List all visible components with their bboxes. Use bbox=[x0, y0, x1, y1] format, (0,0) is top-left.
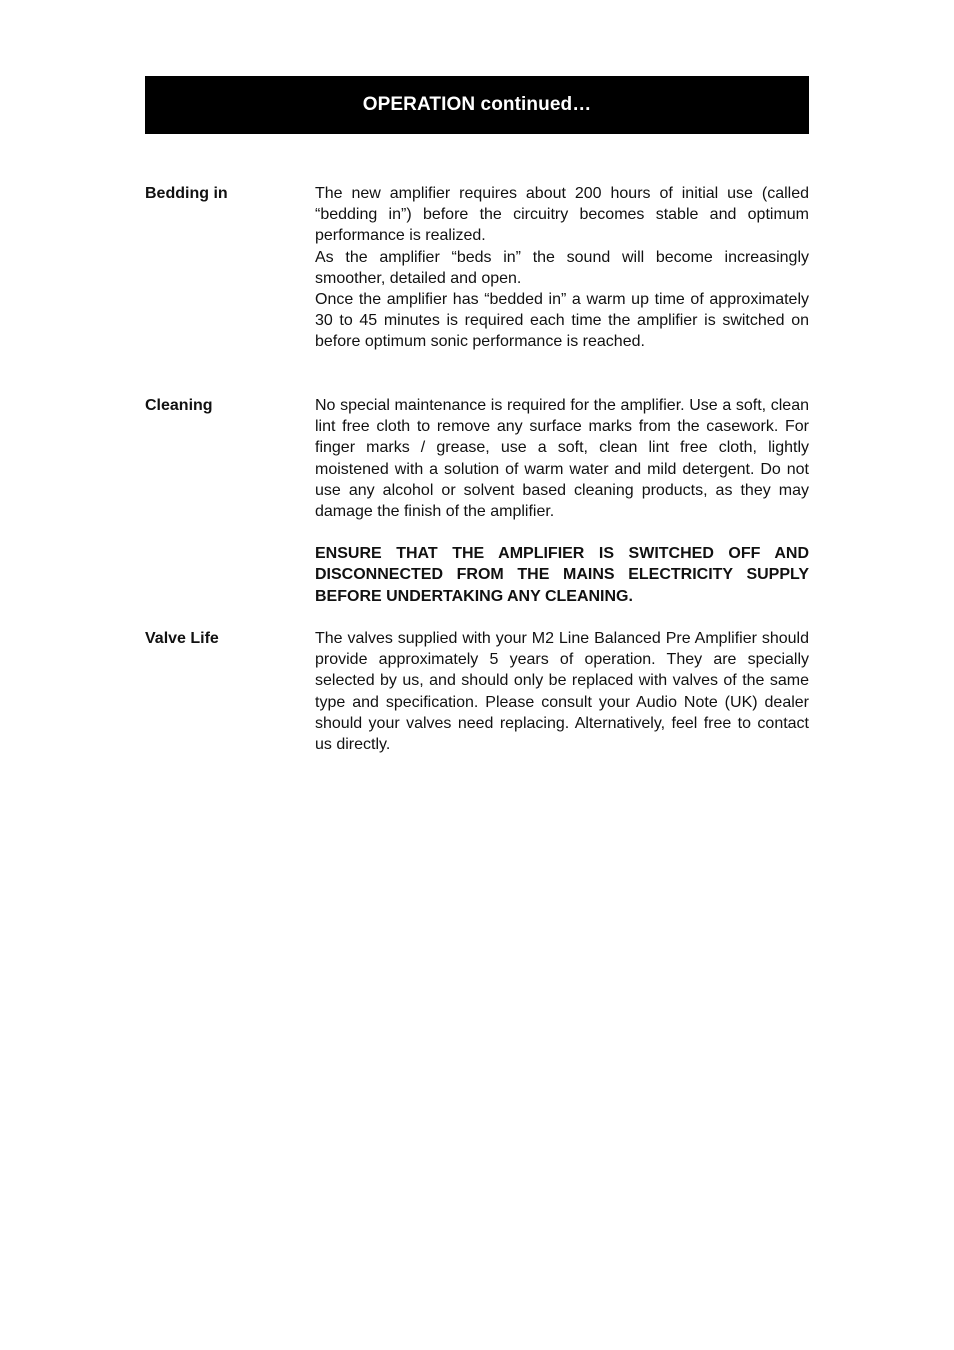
paragraph: As the amplifier “beds in” the sound will become increasingly smoother, detailed and open. bbox=[315, 248, 809, 287]
paragraph: The new amplifier requires about 200 hours of initial use (called “bedding in”) before the circuitry becomes stable and optimum performance is realized. bbox=[315, 185, 809, 245]
section-body bbox=[315, 395, 809, 607]
section-label: Cleaning bbox=[145, 397, 213, 414]
section-body bbox=[315, 183, 809, 353]
warning-notice: ENSURE THAT THE AMPLIFIER IS SWITCHED OFF AND DISCONNECTED FROM THE MAINS ELECTRICITY SUPPLY BEFORE UNDERTAKING ANY CLEANING. bbox=[315, 545, 809, 605]
section-label: Bedding in bbox=[145, 185, 228, 202]
paragraph: Once the amplifier has “bedded in” a warm up time of approximately 30 to 45 minutes is required each time the amplifier is switched on before optimum sonic performance is reached. bbox=[315, 291, 809, 351]
page-header bbox=[145, 76, 809, 134]
section-body bbox=[315, 628, 809, 755]
paragraph: The valves supplied with your M2 Line Balanced Pre Amplifier should provide approximately 5 years of operation. They are specially selected by us, and should only be replaced with valves of the same type and specification. Please consult your Audio Note (UK) dealer should your valves need replacing. Alternatively, feel free to contact us directly. bbox=[315, 630, 809, 754]
section-label: Valve Life bbox=[145, 630, 219, 647]
page-title: OPERATION continued… bbox=[362, 94, 592, 115]
paragraph: No special maintenance is required for the amplifier. Use a soft, clean lint free cloth to remove any surface marks from the casework. For finger marks / grease, use a soft, clean lint free cloth, lightly moistened with a solution of warm water and mild detergent. Do not use any alcohol or solvent based cleaning products, as they may damage the finish of the amplifier. bbox=[315, 397, 809, 521]
